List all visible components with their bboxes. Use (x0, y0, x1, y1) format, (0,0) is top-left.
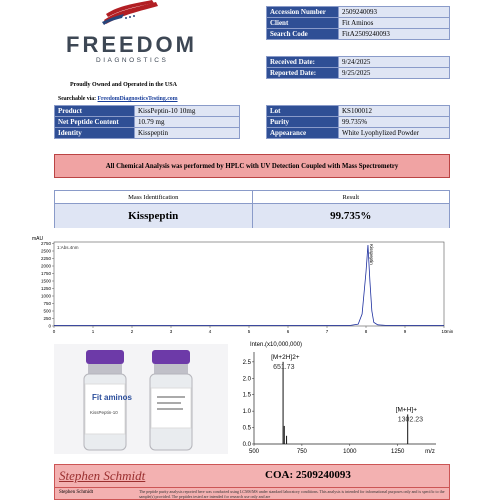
chrom-ytick-label: 0 (48, 323, 51, 329)
ms-title: Inten.(x10,000,000) (250, 342, 303, 348)
dates-table (266, 56, 450, 79)
ms-peak-label: [M+2H]2+ (271, 353, 300, 361)
product-value: KissPeptin-10 10mg (135, 106, 240, 117)
ms-peak-label: [M+H]+ (395, 406, 418, 414)
ms-ytick-label: 2.5 (242, 359, 251, 366)
chrom-ytick-label: 1000 (40, 293, 51, 299)
searchable-prefix: Searchable via: (58, 96, 98, 102)
net-peptide-key: Net Peptide Content (55, 117, 135, 128)
chrom-xtick-label: 8 (364, 329, 368, 334)
product-table (54, 105, 240, 139)
ms-xtick-label: 1000 (343, 449, 357, 455)
ms-ytick-label: 1.5 (242, 392, 251, 399)
mass-spectrum (236, 340, 456, 460)
coa-number: COA: 2509240093 (265, 469, 351, 481)
reported-date-key: Reported Date: (267, 68, 339, 79)
chrom-xtick-label: 4 (208, 329, 212, 334)
logo-wordmark: FREEDOM (66, 32, 197, 57)
accession-table (266, 6, 450, 40)
product-key: Product (55, 106, 135, 117)
chrom-xtick-label: 7 (325, 329, 329, 334)
vial-brand: Fit aminos (92, 393, 133, 402)
signature: Stephen Schmidt (59, 468, 146, 483)
chrom-xlabel: min (446, 329, 454, 334)
identity-value: Kisspeptin (135, 128, 240, 139)
ms-ytick-label: 0.0 (242, 442, 251, 448)
identity-result: Kisspeptin (55, 204, 253, 228)
vial-right (150, 350, 192, 450)
footer (54, 488, 450, 500)
freedom-flag-logo-icon (100, 0, 160, 26)
chrom-xtick-label: 5 (247, 329, 251, 334)
ms-xtick-label: 1250 (391, 449, 405, 455)
accession-number-value: 2509240093 (339, 7, 450, 18)
chrom-xtick-label: 2 (130, 329, 134, 334)
ms-ytick-label: 1.0 (242, 409, 251, 416)
purity-value: 99.735% (339, 117, 450, 128)
result-table (54, 190, 450, 228)
chrom-frame (54, 242, 444, 326)
chrom-ytick-label: 2750 (40, 241, 51, 246)
chrom-legend: 1:Abs.4nm (57, 245, 79, 250)
chrom-ylabel: mAU (32, 236, 44, 242)
lot-table (266, 105, 450, 139)
client-key: Client (267, 18, 339, 29)
chrom-ytick-label: 1750 (40, 271, 51, 276)
disclaimer-text: The peptide purity analysis reported here was conducted using LCMS/MS under standard laboratory conditions. This analysis is intended for informational purposes only and is specific to the sample(s) provided. The peptides tested are intended for research use only and are (139, 489, 445, 499)
accession-number-key: Accession Number (267, 7, 339, 18)
logo-subtitle: DIAGNOSTICS (96, 57, 169, 64)
hplc-chromatogram (30, 234, 454, 338)
purity-key: Purity (267, 117, 339, 128)
ms-xtick-label: 500 (248, 449, 260, 455)
chrom-ytick-label: 750 (43, 301, 51, 306)
ms-ytick-label: 0.5 (242, 425, 251, 432)
vial-label: KissPeptin-10 (90, 410, 118, 415)
chrom-trace (54, 245, 444, 325)
received-date-value: 9/24/2025 (339, 57, 450, 68)
search-code-value: FitA2509240093 (339, 29, 450, 40)
purity-result: 99.735% (330, 210, 372, 222)
lot-value: KS100012 (339, 106, 450, 117)
chrom-ytick-label: 500 (43, 308, 51, 314)
chrom-xtick-label: 3 (169, 329, 173, 334)
ms-xtick-label: 750 (296, 449, 307, 455)
chrom-xtick-label: 1 (91, 329, 95, 334)
chrom-xtick-label: 10 (441, 329, 447, 334)
method-banner: All Chemical Analysis was performed by HPLC with UV Detection Coupled with Mass Spectrometry (54, 154, 450, 178)
chrom-ytick-label: 2250 (40, 256, 51, 261)
ms-xtick-label: m/z (425, 449, 435, 455)
website-link[interactable]: FreedomDiagnosticsTesting.com (97, 96, 178, 102)
chrom-xtick-label: 9 (403, 329, 407, 334)
search-code-key: Search Code (267, 29, 339, 40)
signer-name: Stephen Schmidt (59, 490, 94, 495)
chrom-ytick-label: 1500 (40, 278, 51, 284)
chrom-xtick-label: 0 (52, 329, 56, 334)
chrom-peak-label: Kisspeptin (368, 244, 374, 265)
client-value: Fit Aminos (339, 18, 450, 29)
chrom-ytick-label: 2500 (40, 248, 51, 254)
result-header: Result (342, 193, 360, 201)
received-date-key: Received Date: (267, 57, 339, 68)
appearance-value: White Lyophylized Powder (339, 128, 450, 139)
chrom-ytick-label: 2000 (40, 263, 51, 269)
ms-ytick-label: 2.0 (242, 376, 251, 383)
net-peptide-value: 10.79 mg (135, 117, 240, 128)
reported-date-value: 9/25/2025 (339, 68, 450, 79)
mass-identification-header: Mass Identification (55, 191, 253, 203)
ms-peak-mz: 1302.23 (397, 416, 424, 424)
searchable-line (58, 96, 178, 102)
ms-peak-mz: 651.73 (273, 363, 295, 371)
identity-key: Identity (55, 128, 135, 139)
chrom-ytick-label: 250 (43, 316, 51, 321)
lot-key: Lot (267, 106, 339, 117)
appearance-key: Appearance (267, 128, 339, 139)
chrom-xtick-label: 6 (286, 329, 290, 334)
product-vials-photo (54, 344, 228, 454)
chrom-ytick-label: 1250 (40, 286, 51, 291)
owned-text: Proudly Owned and Operated in the USA (70, 82, 177, 88)
signature-row (54, 464, 450, 488)
